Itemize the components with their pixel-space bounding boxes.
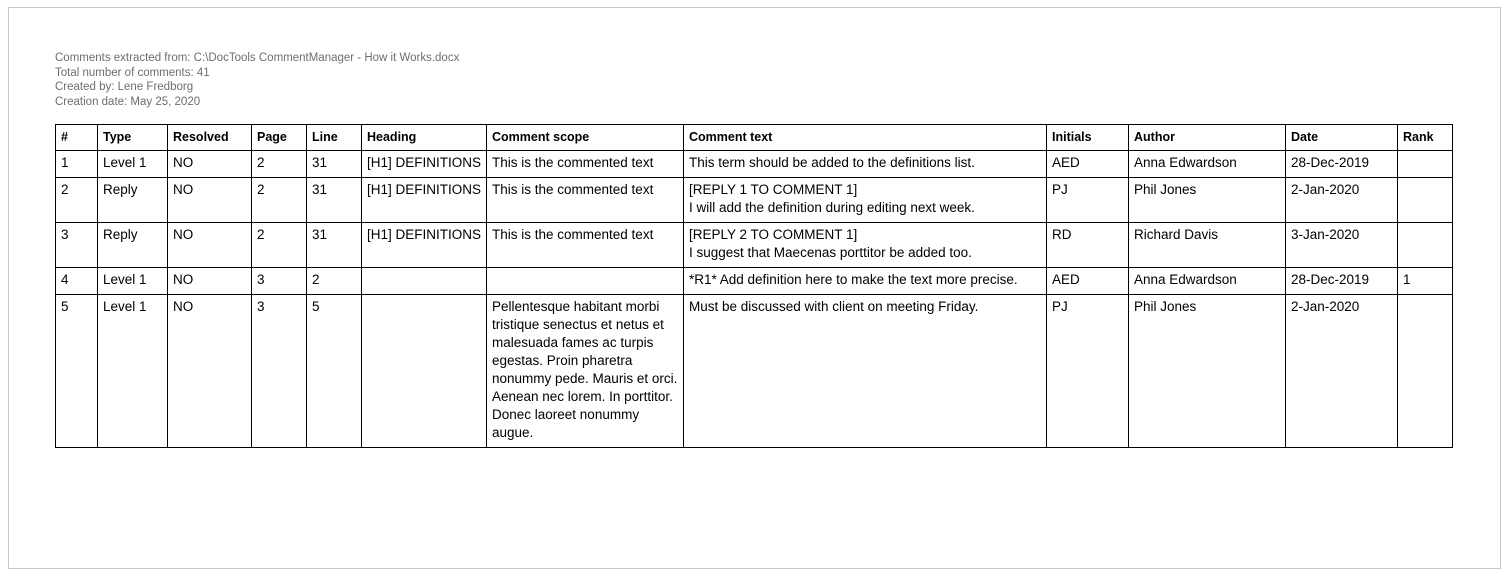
cell-number: 1 [56, 151, 98, 178]
cell-date: 28-Dec-2019 [1286, 268, 1398, 295]
table-row [56, 223, 1453, 268]
cell-line: 31 [307, 178, 362, 223]
header-date: Date [1286, 125, 1398, 151]
header-author: Author [1129, 125, 1286, 151]
cell-author: Richard Davis [1129, 223, 1286, 268]
cell-resolved: NO [168, 178, 252, 223]
header-comment-scope: Comment scope [487, 125, 684, 151]
comment-text-line: I will add the definition during editing next week. [689, 200, 975, 215]
header-type: Type [98, 125, 168, 151]
cell-comment-scope [487, 268, 684, 295]
cell-rank [1398, 223, 1453, 268]
cell-heading [362, 295, 487, 448]
header-page: Page [252, 125, 307, 151]
cell-date: 28-Dec-2019 [1286, 151, 1398, 178]
cell-number: 5 [56, 295, 98, 448]
cell-date: 2-Jan-2020 [1286, 178, 1398, 223]
cell-page: 3 [252, 268, 307, 295]
cell-comment-scope: This is the commented text [487, 223, 684, 268]
header-heading: Heading [362, 125, 487, 151]
table-row [56, 295, 1453, 448]
cell-initials: AED [1047, 268, 1129, 295]
cell-initials: PJ [1047, 295, 1129, 448]
comments-table [55, 124, 1453, 448]
cell-comment-text [684, 178, 1047, 223]
cell-comment-scope: Pellentesque habitant morbi tristique senectus et netus et malesuada fames ac turpis egestas. Proin pharetra nonummy pede. Mauris et orci. Aenean nec lorem. In porttitor. Donec laoreet nonummy augue. [487, 295, 684, 448]
cell-type: Reply [98, 223, 168, 268]
document-metadata [55, 51, 459, 109]
cell-author: Anna Edwardson [1129, 151, 1286, 178]
header-number: # [56, 125, 98, 151]
cell-number: 4 [56, 268, 98, 295]
cell-line: 31 [307, 151, 362, 178]
created-by-line: Created by: Lene Fredborg [55, 81, 194, 93]
cell-page: 2 [252, 178, 307, 223]
header-comment-text: Comment text [684, 125, 1047, 151]
cell-heading: [H1] DEFINITIONS [362, 223, 487, 268]
cell-type: Level 1 [98, 268, 168, 295]
cell-line: 2 [307, 268, 362, 295]
cell-type: Level 1 [98, 151, 168, 178]
comment-count-line: Total number of comments: 41 [55, 66, 210, 79]
cell-resolved: NO [168, 295, 252, 448]
cell-number: 2 [56, 178, 98, 223]
cell-initials: PJ [1047, 178, 1129, 223]
cell-initials: AED [1047, 151, 1129, 178]
cell-heading: [H1] DEFINITIONS [362, 151, 487, 178]
cell-comment-scope: This is the commented text [487, 151, 684, 178]
comment-text-line: I suggest that Maecenas porttitor be added too. [689, 245, 972, 260]
header-rank: Rank [1398, 125, 1453, 151]
cell-date: 3-Jan-2020 [1286, 223, 1398, 268]
source-file-line: Comments extracted from: C:\DocTools CommentManager - How it Works.docx [55, 52, 460, 64]
cell-rank [1398, 178, 1453, 223]
cell-rank [1398, 295, 1453, 448]
cell-comment-text [684, 223, 1047, 268]
comment-text-line: [REPLY 2 TO COMMENT 1] [689, 227, 858, 242]
cell-author: Phil Jones [1129, 178, 1286, 223]
comment-text-line: [REPLY 1 TO COMMENT 1] [689, 182, 858, 197]
cell-initials: RD [1047, 223, 1129, 268]
table-row [56, 151, 1453, 178]
cell-rank: 1 [1398, 268, 1453, 295]
header-resolved: Resolved [168, 125, 252, 151]
cell-comment-text [684, 268, 1047, 295]
cell-heading: [H1] DEFINITIONS [362, 178, 487, 223]
cell-rank [1398, 151, 1453, 178]
cell-type: Level 1 [98, 295, 168, 448]
cell-comment-text [684, 151, 1047, 178]
cell-comment-text [684, 295, 1047, 448]
cell-comment-scope: This is the commented text [487, 178, 684, 223]
table-row [56, 268, 1453, 295]
cell-type: Reply [98, 178, 168, 223]
comment-text-line: *R1* Add definition here to make the text more precise. [689, 272, 1018, 287]
table-header-row [56, 125, 1453, 151]
creation-date-line: Creation date: May 25, 2020 [55, 95, 201, 108]
cell-resolved: NO [168, 268, 252, 295]
cell-resolved: NO [168, 223, 252, 268]
cell-heading [362, 268, 487, 295]
cell-line: 5 [307, 295, 362, 448]
cell-date: 2-Jan-2020 [1286, 295, 1398, 448]
cell-author: Anna Edwardson [1129, 268, 1286, 295]
cell-number: 3 [56, 223, 98, 268]
comment-text-line: This term should be added to the definitions list. [689, 155, 975, 170]
cell-page: 2 [252, 151, 307, 178]
header-initials: Initials [1047, 125, 1129, 151]
header-line: Line [307, 125, 362, 151]
cell-page: 2 [252, 223, 307, 268]
comment-text-line: Must be discussed with client on meeting Friday. [689, 299, 979, 314]
cell-line: 31 [307, 223, 362, 268]
cell-page: 3 [252, 295, 307, 448]
cell-author: Phil Jones [1129, 295, 1286, 448]
table-row [56, 178, 1453, 223]
cell-resolved: NO [168, 151, 252, 178]
